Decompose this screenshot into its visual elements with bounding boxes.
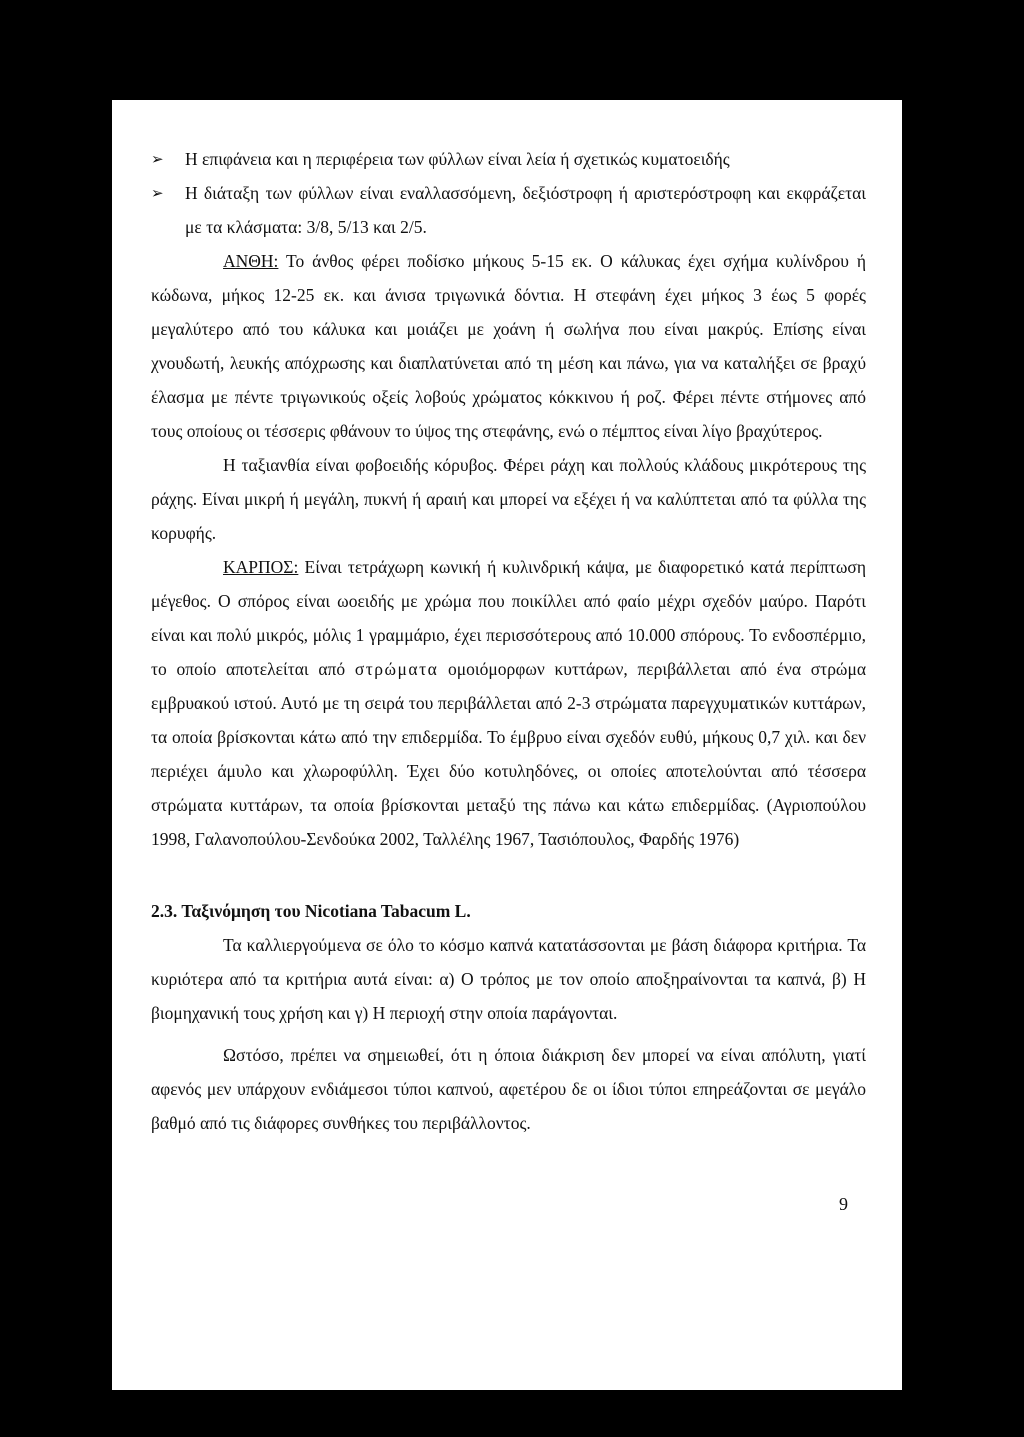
flowers-text: Το άνθος φέρει ποδίσκο μήκους 5-15 εκ. Ο κάλυκας έχει σχήμα κυλίνδρου ή κώδωνα, μήκος 12-25 εκ. και άνισα τριγωνικά δόντια. Η στεφάνη έχει μήκος 3 έως 5 φορές μεγαλύτερο από του κάλυκα και μοιάζει με χοάνη ή σωλήνα που είναι μακρύς. Επίσης είναι χνουδωτή, λευκής απόχρωσης και διαπλατύνεται από τη μέση και πάνω, για να καταλήξει σε βραχύ έλασμα με πέντε τριγωνικούς οξείς λοβούς χρώματος κόκκινου ή ροζ. Φέρει πέντε στήμονες από τους οποίους οι τέσσερις φθάνουν το ύψος της στεφάνης, ενώ ο πέμπτος είναι λίγο βραχύτερος.: [151, 251, 866, 441]
fruit-text-after: ομοιόμορφων κυττάρων, περιβάλλεται από ένα στρώμα εμβρυακού ιστού. Αυτό με τη σειρά του περιβάλλεται από 2-3 στρώματα παρεγχυματικών κυττάρων, τα οποία βρίσκονται κάτω από την επιδερμίδα. Το έμβρυο είναι σχεδόν ευθύ, μήκους 0,7 χιλ. και δεν περιέχει άμυλο και χλωροφύλλη. Έχει δύο κοτυληδόνες, οι οποίες αποτελούνται από τέσσερα στρώματα κυττάρων, τα οποία βρίσκονται μεταξύ της πάνω και κάτω επιδερμίδας. (Αγριοπούλου 1998, Γαλανοπούλου-Σενδούκα 2002, Ταλλέλης 1967, Τασιόπουλος, Φαρδής 1976): [151, 659, 866, 849]
bullet-leaf-surface: [151, 142, 866, 176]
paragraph-inflorescence: [151, 448, 866, 550]
document-body: [151, 142, 866, 1214]
classification-intro-text: Τα καλλιεργούμενα σε όλο το κόσμο καπνά κατατάσσονται με βάση διάφορα κριτήρια. Τα κυριότερα από τα κριτήρια αυτά είναι: α) Ο τρόπος με τον οποίο αποξηραίνονται τα καπνά, β) Η βιομηχανική τους χρήση και γ) Η περιοχή στην οποία παράγονται.: [151, 935, 866, 1023]
paragraph-flowers: [151, 244, 866, 448]
paragraph-fruit: [151, 550, 866, 856]
section-number: 2.3.: [151, 901, 178, 921]
fruit-label: ΚΑΡΠΟΣ:: [223, 557, 299, 577]
fruit-spaced-word: στρώματα: [354, 659, 439, 679]
bullet-text: Η διάταξη των φύλλων είναι εναλλασσόμενη, δεξιόστροφη ή αριστερόστροφη και εκφράζεται με τα κλάσματα: 3/8, 5/13 και 2/5.: [185, 183, 866, 237]
flowers-label: ΑΝΘΗ:: [223, 251, 279, 271]
paragraph-classification-note: [151, 1038, 866, 1140]
arrow-bullet-icon: ➢: [151, 184, 164, 202]
section-title: Ταξινόμηση του Nicotiana Tabacum L.: [181, 901, 471, 921]
bullet-text: Η επιφάνεια και η περιφέρεια των φύλλων είναι λεία ή σχετικώς κυματοειδής: [185, 149, 730, 169]
inflorescence-text: Η ταξιανθία είναι φοβοειδής κόρυβος. Φέρει ράχη και πολλούς κλάδους μικρότερους της ράχης. Είναι μικρή ή μεγάλη, πυκνή ή αραιή και μπορεί να εξέχει ή να καλύπτεται από τα φύλλα της κορυφής.: [151, 455, 866, 543]
classification-note-text: Ωστόσο, πρέπει να σημειωθεί, ότι η όποια διάκριση δεν μπορεί να είναι απόλυτη, γιατί αφενός μεν υπάρχουν ενδιάμεσοι τύποι καπνού, αφετέρου δε οι ίδιοι τύποι επηρεάζονται σε μεγάλο βαθμό από τις διάφορες συνθήκες του περιβάλλοντος.: [151, 1045, 866, 1133]
section-heading: [151, 894, 866, 928]
bullet-leaf-arrangement: [151, 176, 866, 244]
paragraph-classification-intro: [151, 928, 866, 1030]
fruit-text-before: Είναι τετράχωρη κωνική ή κυλινδρική κάψα, με διαφορετικό κατά περίπτωση μέγεθος. Ο σπόρος είναι ωοειδής με χρώμα που ποικίλλει από φαίο μέχρι σχεδόν μαύρο. Παρότι είναι και πολύ μικρός, μόλις 1 γραμμάριο, έχει περισσότερους από 10.000 σπόρους. Το ενδοσπέρμιο, το οποίο αποτελείται από: [151, 557, 866, 679]
arrow-bullet-icon: ➢: [151, 150, 164, 168]
document-sheet: [112, 100, 902, 1390]
page-number: 9: [839, 1194, 848, 1214]
